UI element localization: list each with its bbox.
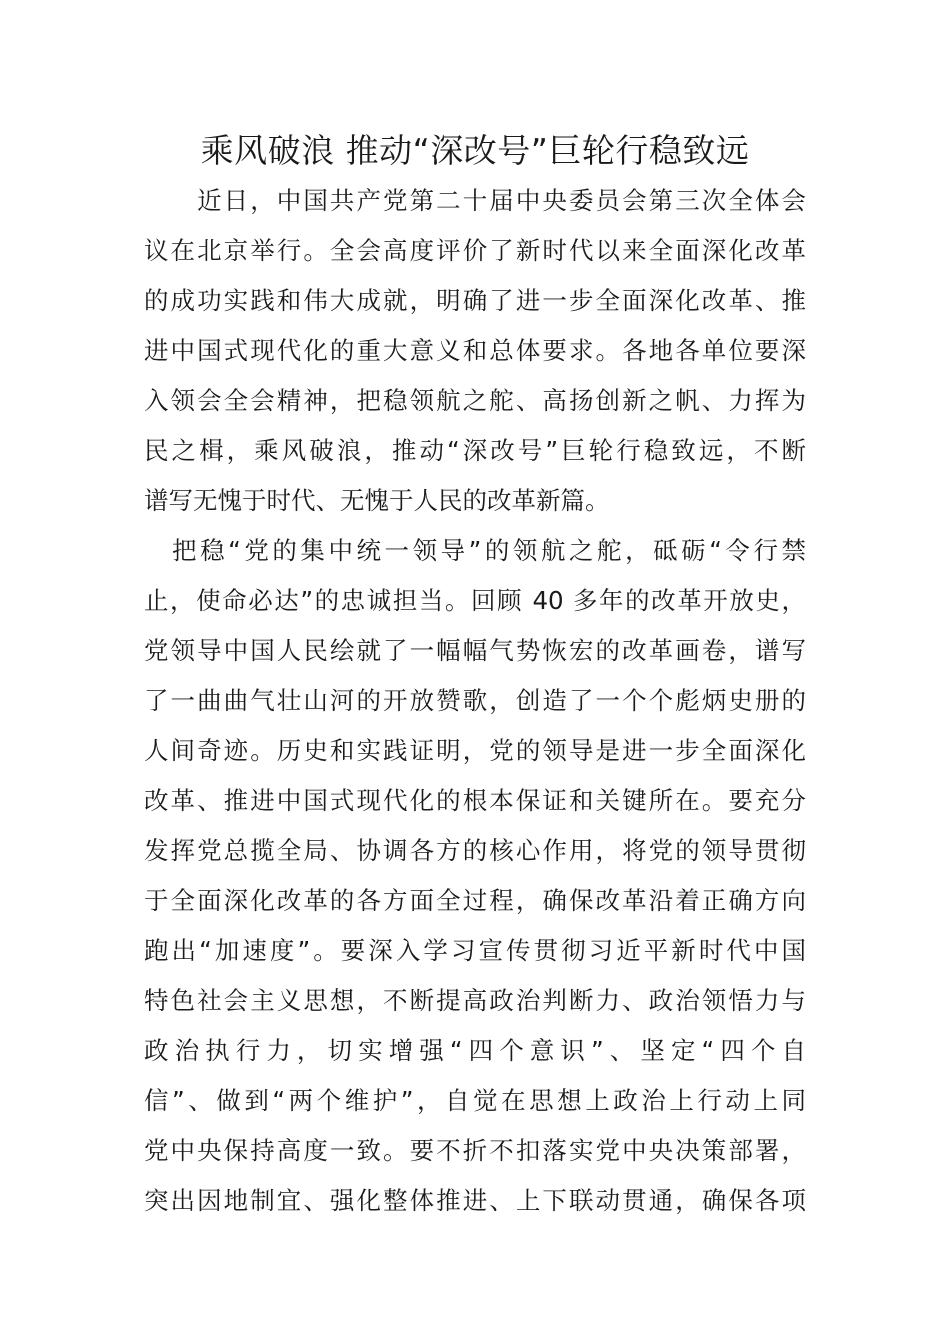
body-line-17: 特色社会主义思想，不断提高政治判断力、政治领悟力与 (144, 986, 806, 1015)
body-line-18: 政治执行力，切实增强“四个意识”、坚定“四个自 (144, 1036, 806, 1065)
body-line-13: 改革、推进中国式现代化的根本保证和关键所在。要充分 (144, 786, 806, 815)
body-line-14: 发挥党总揽全局、协调各方的核心作用，将党的领导贯彻 (144, 836, 806, 865)
body-line-2: 议在北京举行。全会高度评价了新时代以来全面深化改革 (144, 236, 806, 265)
body-line-21: 突出因地制宜、强化整体推进、上下联动贯通，确保各项 (144, 1186, 806, 1215)
body-line-7: 谱写无愧于时代、无愧于人民的改革新篇。 (144, 486, 610, 515)
body-line-11: 了一曲曲气壮山河的开放赞歌，创造了一个个彪炳史册的 (144, 686, 806, 715)
document-title: 乘风破浪 推动“深改号”巨轮行稳致远 (200, 131, 750, 170)
body-line-5: 入领会全会精神，把稳领航之舵、高扬创新之帆、力挥为 (144, 386, 806, 415)
body-line-19: 信”、做到“两个维护”，自觉在思想上政治上行动上同 (144, 1086, 806, 1115)
body-line-6: 民之楫，乘风破浪，推动“深改号”巨轮行稳致远，不断 (144, 436, 806, 465)
body-line-15: 于全面深化改革的各方面全过程，确保改革沿着正确方向 (144, 886, 806, 915)
body-line-10: 党领导中国人民绘就了一幅幅气势恢宏的改革画卷，谱写 (144, 636, 806, 665)
body-line-4: 进中国式现代化的重大意义和总体要求。各地各单位要深 (144, 336, 806, 365)
body-line-1: 近日，中国共产党第二十届中央委员会第三次全体会 (144, 186, 806, 215)
body-line-9: 止，使命必达”的忠诚担当。回顾 40 多年的改革开放史， (144, 586, 806, 615)
body-line-3: 的成功实践和伟大成就，明确了进一步全面深化改革、推 (144, 286, 806, 315)
body-line-8: 把稳“党的集中统一领导”的领航之舵，砥砺“令行禁 (144, 536, 806, 565)
body-line-12: 人间奇迹。历史和实践证明，党的领导是进一步全面深化 (144, 736, 806, 765)
body-line-20: 党中央保持高度一致。要不折不扣落实党中央决策部署， (144, 1136, 806, 1165)
body-line-16: 跑出“加速度”。要深入学习宣传贯彻习近平新时代中国 (144, 936, 806, 965)
